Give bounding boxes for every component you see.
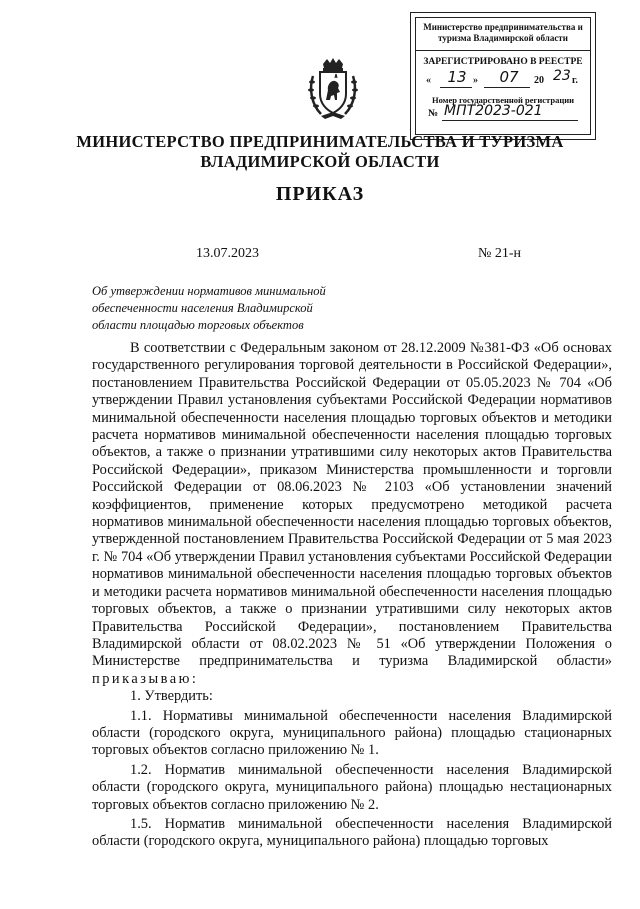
stamp-date-year-suffix: 23 — [553, 68, 571, 84]
item-1-1: 1.1. Нормативы минимальной обеспеченности населения Владимирской области (городского округа, муниципального района) площадью стационарных торговых объектов согласно приложению № 1. — [92, 707, 612, 759]
item-1-5: 1.5. Норматив минимальной обеспеченности населения Владимирской области (городского округа, муниципального района) площадью торговых — [92, 815, 612, 850]
stamp-number-value: МПТ2023-021 — [444, 103, 543, 119]
stamp-registered-label: ЗАРЕГИСТРИРОВАНО В РЕЕСТРЕ — [423, 57, 583, 67]
document-subject: Об утверждении нормативов минимальной обеспеченности населения Владимирской области площадью торговых объектов — [92, 284, 326, 332]
coat-of-arms-icon — [307, 58, 359, 120]
document-body — [92, 340, 612, 851]
item-1: 1. Утвердить: — [130, 688, 213, 705]
stamp-number — [416, 105, 590, 123]
stamp-year-mark: г. — [572, 75, 578, 86]
stamp-number-symbol: № — [428, 108, 439, 119]
intro-paragraph — [92, 340, 612, 688]
document-date: 13.07.2023 — [196, 246, 259, 261]
stamp-number-label: Номер государственной регистрации — [431, 95, 575, 105]
stamp-date-year-prefix: 20 — [534, 75, 544, 86]
stamp-ministry-name: Министерство предпринимательства и туризма Владимирской области — [416, 18, 590, 51]
registration-stamp — [410, 12, 596, 140]
intro-text: В соответствии с Федеральным законом от 28.12.2009 №381-ФЗ «Об основах государственного регулирования торговой деятельности в Российской Федерации», постановлением Правительства Российской Федерации от 05.05.2023 № 704 «Об утверждении Правил установления субъектами Российской Федерации нормативов минимальной обеспеченности населения площадью торговых объектов и методики расчета нормативов минимальной обеспеченности населения площадью торговых объектов, а также о признании утратившими силу некоторых актов Правительства Российской Федерации», приказом Министерства промышленности и торговли Российской Федерации от 08.06.2023 № 2103 «Об установлении значений коэффициентов, применение которых предусмотрено методикой расчета нормативов минимальной обеспеченности населения площадью торговых объектов, утвержденной постановлением Правительства Российской Федерации от 5 мая 2023 г. № 704 «Об утверждении Правил установления субъектами Российской Федерации нормативов минимальной обеспеченности населения площадью торговых объектов и методики расчета нормативов минимальной обеспеченности населения площадью торговых объектов, а также о признании утратившими силу некоторых актов Правительства Российской Федерации», постановлением Правительства Владимирской области от 08.02.2023 № 51 «Об утверждении Положения о Министерстве предпринимательства и туризма Владимирской области» — [92, 340, 612, 670]
stamp-date-month: 07 — [499, 68, 519, 86]
order-word: приказываю: — [92, 670, 199, 687]
ministry-title: МИНИСТЕРСТВО ПРЕДПРИНИМАТЕЛЬСТВА И ТУРИЗМА ВЛАДИМИРСКОЙ ОБЛАСТИ — [76, 132, 564, 171]
item-1-2: 1.2. Норматив минимальной обеспеченности населения Владимирской области (городского округа, муниципального района) площадью нестационарных торговых объектов согласно приложению № 2. — [92, 761, 612, 813]
stamp-date: « 13 » 07 20 23 г. — [426, 68, 578, 86]
stamp-date-day: 13 — [447, 68, 467, 86]
document-type: ПРИКАЗ — [275, 183, 365, 205]
document-number: № 21-н — [478, 246, 522, 261]
